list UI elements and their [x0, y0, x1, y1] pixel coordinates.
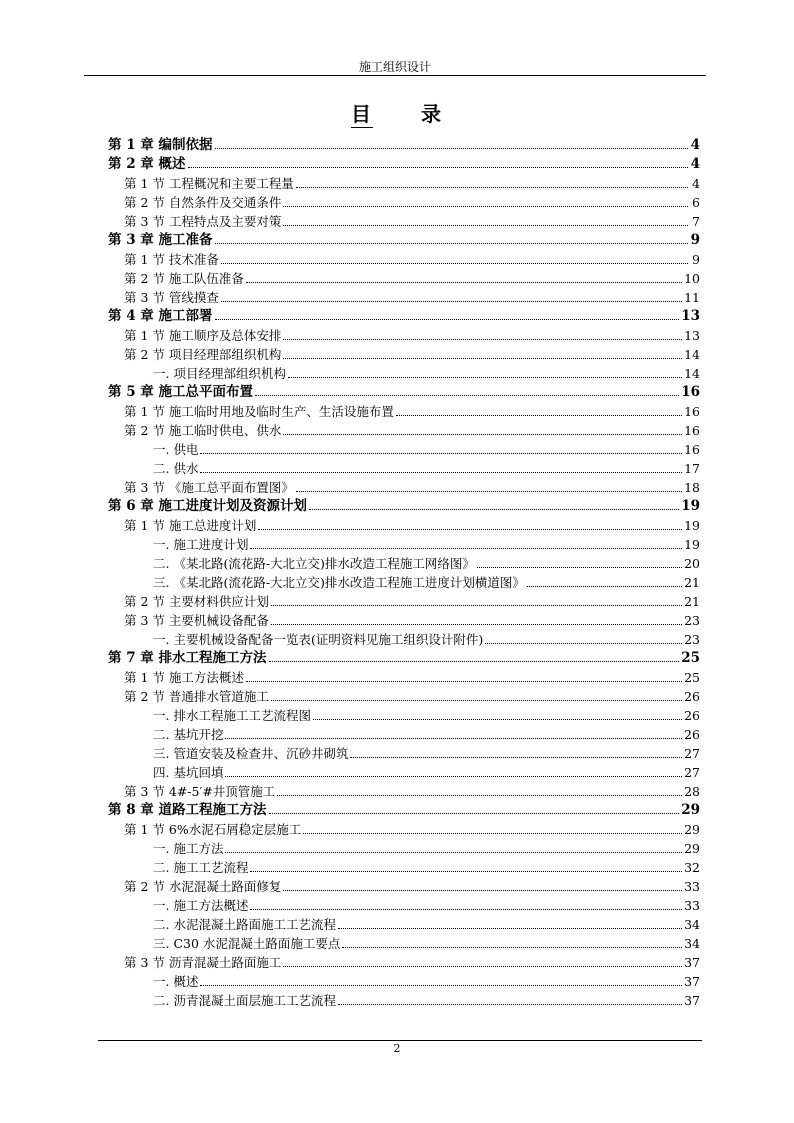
toc-entry-label: 二. 供水 [153, 461, 199, 476]
toc-entry-label: 二. 沥青混凝土面层施工工艺流程 [153, 993, 336, 1008]
toc-entry-subsection[interactable] [108, 535, 700, 554]
toc-leader-dots [215, 243, 689, 244]
toc-entry-label: 第 3 节 管线摸查 [124, 290, 219, 305]
toc-leader-dots [200, 985, 682, 986]
toc-entry-label: 第 3 节 沥青混凝土路面施工 [124, 955, 282, 970]
toc-entry-page: 14 [684, 347, 700, 362]
toc-entry-page: 19 [681, 498, 700, 514]
toc-entry-section[interactable] [108, 611, 700, 630]
toc-entry-label: 第 1 节 技术准备 [124, 252, 219, 267]
toc-leader-dots [342, 947, 682, 948]
toc-entry-label: 二. 基坑开挖 [153, 727, 224, 742]
toc-entry-page: 10 [684, 271, 700, 286]
toc-entry-section[interactable] [108, 953, 700, 972]
toc-entry-page: 23 [684, 613, 700, 628]
toc-entry-label: 第 8 章 道路工程施工方法 [108, 802, 267, 818]
toc-entry-subsection[interactable] [108, 915, 700, 934]
toc-entry-page: 26 [684, 689, 700, 704]
toc-entry-page: 25 [684, 670, 700, 685]
toc-entry-page: 37 [684, 993, 700, 1008]
toc-entry-label: 第 3 节 4#-5′#井顶管施工 [124, 784, 276, 799]
toc-leader-dots [309, 509, 679, 510]
toc-entry-label: 第 1 节 施工临时用地及临时生产、生活设施布置 [124, 404, 394, 419]
toc-entry-page: 21 [684, 575, 700, 590]
toc-entry-label: 第 1 节 施工总进度计划 [124, 518, 257, 533]
page-header: 施工组织设计 [358, 60, 431, 74]
toc-entry-page: 4 [692, 176, 700, 191]
toc-entry-page: 7 [692, 214, 700, 229]
toc-leader-dots [296, 491, 682, 492]
toc-entry-section[interactable] [108, 592, 700, 611]
toc-entry-section[interactable] [108, 668, 700, 687]
toc-entry-subsection[interactable] [108, 858, 700, 877]
toc-entry-chapter[interactable] [108, 136, 700, 155]
toc-entry-section[interactable] [108, 174, 700, 193]
toc-entry-page: 17 [684, 461, 700, 476]
toc-entry-page: 16 [681, 384, 700, 400]
toc-entry-label: 第 1 节 6%水泥石屑稳定层施工 [124, 822, 302, 837]
toc-entry-label: 第 1 章 编制依据 [108, 137, 213, 153]
toc-entry-label: 第 2 节 施工队伍准备 [124, 271, 244, 286]
toc-entry-section[interactable] [108, 326, 700, 345]
toc-leader-dots [215, 148, 689, 149]
toc-entry-section[interactable] [108, 212, 700, 231]
toc-entry-subsection[interactable] [108, 630, 700, 649]
toc-leader-dots [271, 624, 682, 625]
toc-entry-section[interactable] [108, 516, 700, 535]
toc-entry-page: 28 [684, 784, 700, 799]
toc-entry-page: 29 [681, 802, 700, 818]
toc-leader-dots [225, 852, 682, 853]
toc-entry-label: 二. 《某北路(流花路-大北立交)排水改造工程施工网络图》 [153, 556, 475, 571]
toc-entry-page: 29 [684, 841, 700, 856]
toc-leader-dots [221, 301, 682, 302]
toc-title-char-1: 目 [351, 102, 373, 126]
toc-entry-section[interactable] [108, 687, 700, 706]
toc-entry-section[interactable] [108, 269, 700, 288]
toc-entry-label: 三. 管道安装及检查井、沉砂井砌筑 [153, 746, 349, 761]
toc-leader-dots [288, 377, 682, 378]
toc-leader-dots [283, 339, 682, 340]
toc-leader-dots [200, 453, 682, 454]
toc-leader-dots [215, 319, 680, 320]
toc-entry-label: 第 3 节 主要机械设备配备 [124, 613, 269, 628]
toc-entry-page: 33 [684, 898, 700, 913]
toc-entry-label: 第 5 章 施工总平面布置 [108, 384, 253, 400]
toc-entry-section[interactable] [108, 193, 700, 212]
toc-entry-chapter[interactable] [108, 497, 700, 516]
toc-entry-page: 4 [690, 156, 700, 172]
toc-entry-page: 19 [684, 518, 700, 533]
toc-title-char-2: 录 [421, 102, 443, 126]
toc-entry-label: 四. 基坑回填 [153, 765, 224, 780]
toc-entry-label: 一. 主要机械设备配备一览表(证明资料见施工组织设计附件) [153, 632, 484, 647]
toc-entry-subsection[interactable] [108, 972, 700, 991]
toc-entry-page: 18 [684, 480, 700, 495]
toc-entry-section[interactable] [108, 877, 700, 896]
toc-entry-page: 33 [684, 879, 700, 894]
toc-entry-chapter[interactable] [108, 383, 700, 402]
toc-entry-page: 16 [684, 404, 700, 419]
toc-entry-subsection[interactable] [108, 364, 700, 383]
toc-entry-page: 13 [684, 328, 700, 343]
toc-leader-dots [269, 661, 680, 662]
toc-entry-page: 37 [684, 974, 700, 989]
toc-entry-chapter[interactable] [108, 307, 700, 326]
toc-leader-dots [303, 833, 682, 834]
toc-leader-dots [188, 167, 689, 168]
toc-leader-dots [250, 871, 682, 872]
toc-entry-page: 34 [684, 936, 700, 951]
toc-entry-section[interactable] [108, 421, 700, 440]
toc-entry-label: 三. C30 水泥混凝土路面施工要点 [153, 936, 341, 951]
toc-entry-page: 27 [684, 765, 700, 780]
toc-leader-dots [246, 681, 682, 682]
toc-leader-dots [250, 909, 682, 910]
toc-leader-dots [485, 643, 682, 644]
toc-entry-label: 第 2 节 施工临时供电、供水 [124, 423, 282, 438]
toc-leader-dots [283, 206, 688, 207]
header-rule [84, 75, 706, 76]
toc-entry-label: 一. 施工进度计划 [153, 537, 249, 552]
toc-entry-label: 三. 《某北路(流花路-大北立交)排水改造工程施工进度计划横道图》 [153, 575, 525, 590]
toc-entry-label: 一. 施工方法 [153, 841, 224, 856]
toc-entry-label: 第 3 节 《施工总平面布置图》 [124, 480, 294, 495]
toc-entry-label: 第 2 节 水泥混凝土路面修复 [124, 879, 282, 894]
toc-entry-page: 11 [684, 290, 700, 305]
toc-entry-chapter[interactable] [108, 155, 700, 174]
toc-entry-page: 16 [684, 423, 700, 438]
toc-entry-page: 29 [684, 822, 700, 837]
toc-entry-page: 27 [684, 746, 700, 761]
toc-leader-dots [313, 719, 682, 720]
toc-entry-page: 26 [684, 727, 700, 742]
toc-entry-section[interactable] [108, 820, 700, 839]
toc-entry-label: 第 2 章 概述 [108, 156, 186, 172]
toc-leader-dots [277, 795, 682, 796]
toc-entry-label: 一. 项目经理部组织机构 [153, 366, 286, 381]
toc-leader-dots [221, 263, 688, 264]
toc-entry-subsection[interactable] [108, 554, 700, 573]
toc-entry-label: 第 4 章 施工部署 [108, 308, 213, 324]
toc-entry-subsection[interactable] [108, 934, 700, 953]
toc-entry-page: 9 [690, 232, 700, 248]
toc-entry-page: 4 [690, 137, 700, 153]
toc-entry-label: 一. 概述 [153, 974, 199, 989]
toc-entry-label: 一. 排水工程施工工艺流程图 [153, 708, 311, 723]
toc-entry-page: 9 [692, 252, 700, 267]
toc-entry-chapter[interactable] [108, 649, 700, 668]
toc-entry-subsection[interactable] [108, 763, 700, 782]
footer-rule [98, 1040, 702, 1041]
toc-entry-label: 第 3 章 施工准备 [108, 232, 213, 248]
toc-leader-dots [271, 700, 682, 701]
toc-entry-label: 第 2 节 项目经理部组织机构 [124, 347, 282, 362]
toc-leader-dots [225, 776, 682, 777]
toc-entry-label: 第 6 章 施工进度计划及资源计划 [108, 498, 307, 514]
toc-entry-page: 32 [684, 860, 700, 875]
toc-entry-page: 37 [684, 955, 700, 970]
toc-entry-section[interactable] [108, 478, 700, 497]
toc-entry-section[interactable] [108, 402, 700, 421]
toc-entry-label: 第 1 节 工程概况和主要工程量 [124, 176, 294, 191]
toc-entry-chapter[interactable] [108, 801, 700, 820]
toc-leader-dots [246, 282, 682, 283]
toc-leader-dots [338, 1004, 682, 1005]
toc-entry-label: 一. 施工方法概述 [153, 898, 249, 913]
toc-entry-page: 26 [684, 708, 700, 723]
toc-entry-chapter[interactable] [108, 231, 700, 250]
toc-entry-subsection[interactable] [108, 839, 700, 858]
toc-entry-subsection[interactable] [108, 991, 700, 1010]
toc-leader-dots [258, 529, 682, 530]
toc-leader-dots [283, 966, 682, 967]
toc-entry-label: 一. 供电 [153, 442, 199, 457]
toc-leader-dots [350, 757, 682, 758]
toc-entry-label: 第 3 节 工程特点及主要对策 [124, 214, 282, 229]
toc-leader-dots [338, 928, 682, 929]
toc-leader-dots [225, 738, 682, 739]
toc-entry-subsection[interactable] [108, 440, 700, 459]
toc-entry-section[interactable] [108, 250, 700, 269]
toc-entry-page: 13 [681, 308, 700, 324]
toc-entry-subsection[interactable] [108, 725, 700, 744]
toc-entry-subsection[interactable] [108, 896, 700, 915]
toc-entry-page: 14 [684, 366, 700, 381]
toc-leader-dots [527, 586, 682, 587]
toc-entry-page: 6 [692, 195, 700, 210]
toc-entry-page: 20 [684, 556, 700, 571]
toc-leader-dots [269, 813, 680, 814]
toc-entry-page: 21 [684, 594, 700, 609]
toc-leader-dots [200, 472, 682, 473]
table-of-contents [108, 136, 700, 1010]
toc-entry-label: 第 2 节 自然条件及交通条件 [124, 195, 282, 210]
toc-leader-dots [283, 225, 688, 226]
toc-entry-page: 23 [684, 632, 700, 647]
toc-entry-label: 第 1 节 施工方法概述 [124, 670, 244, 685]
toc-entry-page: 16 [684, 442, 700, 457]
toc-entry-label: 第 7 章 排水工程施工方法 [108, 650, 267, 666]
toc-entry-label: 第 2 节 普通排水管道施工 [124, 689, 269, 704]
toc-entry-label: 第 2 节 主要材料供应计划 [124, 594, 269, 609]
toc-entry-subsection[interactable] [108, 744, 700, 763]
toc-title [0, 98, 794, 127]
toc-entry-page: 34 [684, 917, 700, 932]
toc-entry-label: 第 1 节 施工顺序及总体安排 [124, 328, 282, 343]
toc-leader-dots [477, 567, 682, 568]
toc-leader-dots [396, 415, 682, 416]
page-number: 2 [393, 1042, 401, 1055]
toc-leader-dots [296, 187, 688, 188]
toc-entry-subsection[interactable] [108, 706, 700, 725]
toc-leader-dots [250, 548, 682, 549]
toc-entry-page: 19 [684, 537, 700, 552]
toc-leader-dots [283, 358, 682, 359]
toc-leader-dots [283, 890, 682, 891]
toc-entry-subsection[interactable] [108, 459, 700, 478]
toc-entry-label: 二. 水泥混凝土路面施工工艺流程 [153, 917, 336, 932]
toc-entry-page: 25 [681, 650, 700, 666]
toc-entry-section[interactable] [108, 782, 700, 801]
toc-leader-dots [283, 434, 682, 435]
toc-entry-subsection[interactable] [108, 573, 700, 592]
toc-entry-section[interactable] [108, 288, 700, 307]
toc-leader-dots [255, 395, 679, 396]
toc-leader-dots [271, 605, 682, 606]
toc-entry-section[interactable] [108, 345, 700, 364]
toc-entry-label: 二. 施工工艺流程 [153, 860, 249, 875]
